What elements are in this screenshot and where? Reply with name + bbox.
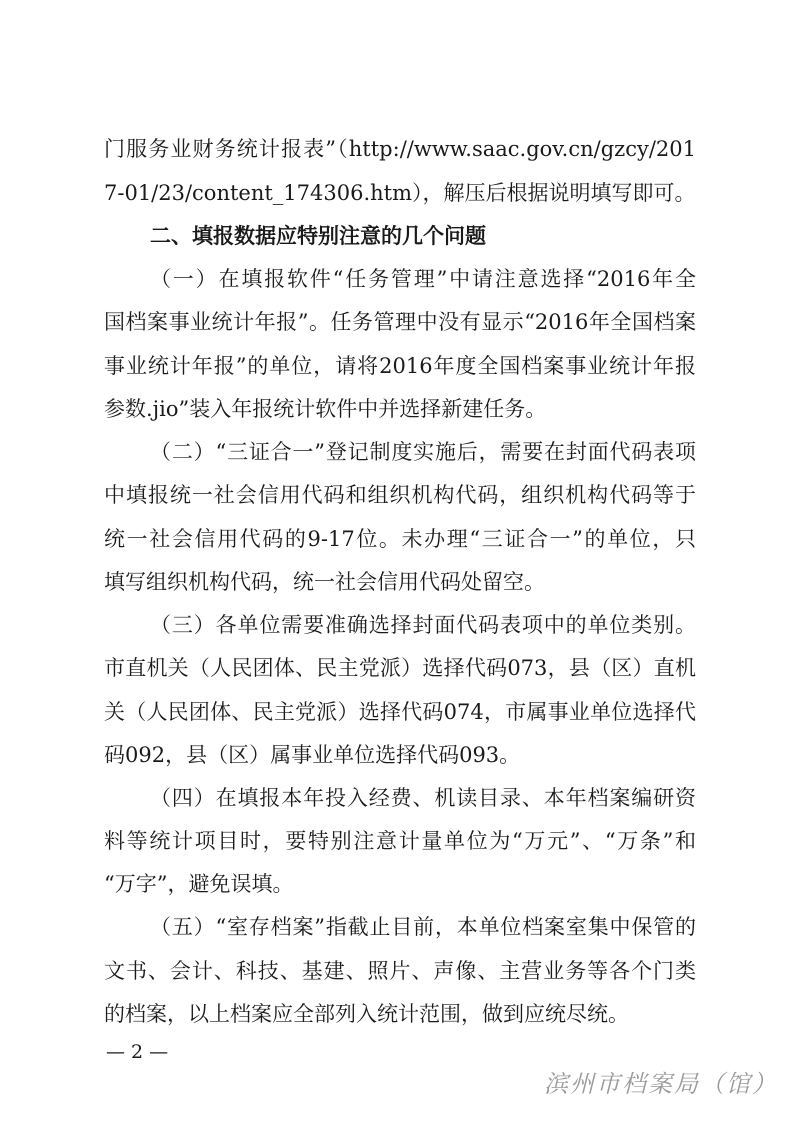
paragraph-3-line: 码092，县（区）属事业单位选择代码093。 bbox=[104, 743, 521, 767]
paragraph-5-line: 文书、会计、科技、基建、照片、声像、主营业务等各个门类 bbox=[104, 959, 696, 983]
paragraph-4-line: （四）在填报本年投入经费、机读目录、本年档案编研资 bbox=[150, 786, 696, 810]
paragraph-1-line: 事业统计年报”的单位，请将2016年度全国档案事业统计年报 bbox=[104, 354, 696, 378]
paragraph-3-line: （三）各单位需要准确选择封面代码表项中的单位类别。 bbox=[150, 613, 696, 637]
paragraph-5-line: 的档案，以上档案应全部列入统计范围，做到应统尽统。 bbox=[104, 1002, 629, 1026]
paragraph-4-line: 料等统计项目时，要特别注意计量单位为“万元”、“万条”和 bbox=[104, 829, 696, 853]
paragraph-4-line: “万字”，避免误填。 bbox=[104, 872, 294, 896]
watermark-text: 滨州市档案局（馆） bbox=[544, 1070, 778, 1098]
paragraph-1-line: 参数.jio”装入年报统计软件中并选择新建任务。 bbox=[104, 397, 547, 421]
paragraph-2-line: 填写组织机构代码，统一社会信用代码处留空。 bbox=[104, 570, 545, 594]
paragraph-3-line: 市直机关（人民团体、民主党派）选择代码073，县（区）直机 bbox=[104, 656, 696, 680]
page-number: — 2 — bbox=[106, 1041, 169, 1063]
body-line: 7-01/23/content_174306.htm），解压后根据说明填写即可。 bbox=[104, 181, 696, 205]
body-line: 门服务业财务统计报表”（http://www.saac.gov.cn/gzcy/201 bbox=[104, 137, 696, 161]
section-heading: 二、填报数据应特别注意的几个问题 bbox=[150, 224, 486, 248]
paragraph-2-line: 中填报统一社会信用代码和组织机构代码，组织机构代码等于 bbox=[104, 483, 696, 507]
paragraph-1-line: （一）在填报软件“任务管理”中请注意选择“2016年全 bbox=[150, 267, 696, 291]
paragraph-5-line: （五）“室存档案”指截止目前，本单位档案室集中保管的 bbox=[150, 915, 696, 939]
paragraph-3-line: 关（人民团体、民主党派）选择代码074，市属事业单位选择代 bbox=[104, 700, 696, 724]
paragraph-2-line: 统一社会信用代码的9-17位。未办理“三证合一”的单位，只 bbox=[104, 527, 696, 551]
paragraph-1-line: 国档案事业统计年报”。任务管理中没有显示“2016年全国档案 bbox=[104, 310, 696, 334]
paragraph-2-line: （二）“三证合一”登记制度实施后，需要在封面代码表项 bbox=[150, 440, 696, 464]
